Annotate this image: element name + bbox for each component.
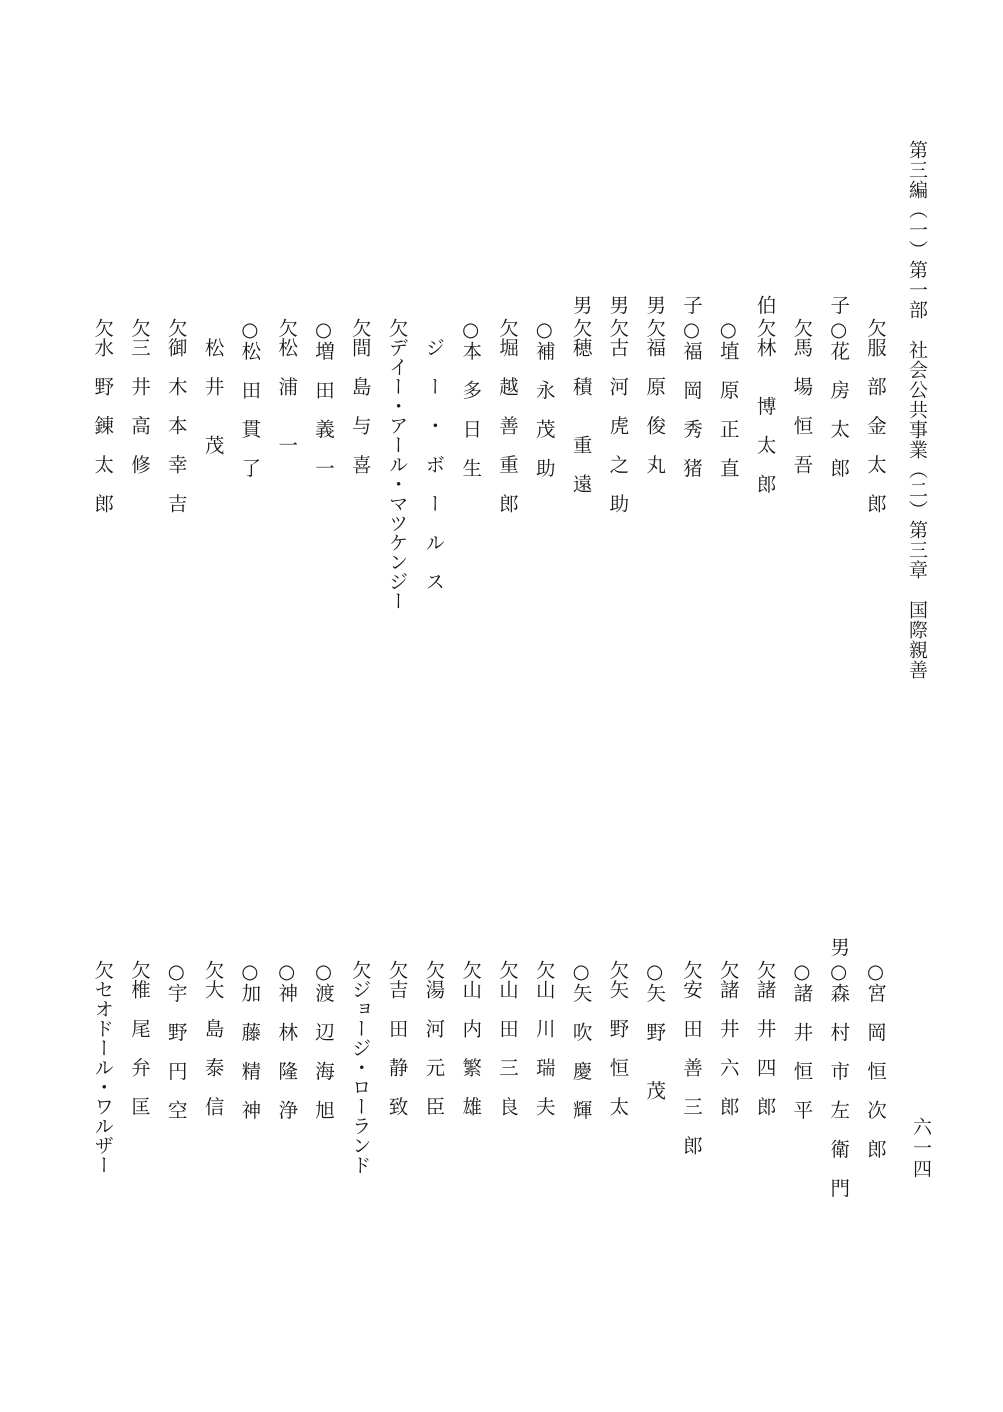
member-entry: 欠山 内 繁 雄 <box>459 960 483 1116</box>
member-entry: 欠馬 場 恒 吾 <box>790 318 814 474</box>
member-entry: 欠山 川 瑞 夫 <box>532 960 556 1116</box>
member-entry: 欠松 浦 一 <box>275 318 299 455</box>
rank-mark: 男 <box>643 295 667 315</box>
member-entry: 欠山 田 三 良 <box>496 960 519 1116</box>
member-entry: ジ ー ・ ボ ー ル ス <box>422 318 446 591</box>
member-entry: 欠三 井 高 修 <box>128 318 151 474</box>
member-entry: ○増 田 義 一 <box>312 318 335 478</box>
member-entry: ○補 永 茂 助 <box>532 318 556 478</box>
member-entry: ○矢 野 茂 <box>643 960 667 1100</box>
member-entry: 欠諸 井 四 郎 <box>753 960 777 1116</box>
member-entry: 欠福 原 俊 丸 <box>643 318 667 474</box>
member-entry: 松 井 茂 <box>201 318 225 455</box>
member-entry: ○森 村 市 左 衛 門 <box>827 960 851 1198</box>
member-entry: ○宇 野 円 空 <box>164 960 188 1120</box>
member-entry: ○諸 井 恒 平 <box>790 960 814 1120</box>
member-entry: 欠堀 越 善 重 郎 <box>496 318 519 513</box>
member-entry: ○宮 岡 恒 次 郎 <box>864 960 887 1159</box>
member-entry: 欠穂 積 重 遠 <box>569 318 593 494</box>
member-entry: ○松 田 貫 了 <box>238 318 262 478</box>
member-entry: 欠服 部 金 太 郎 <box>864 318 887 513</box>
member-entry: 欠大 島 泰 信 <box>201 960 225 1116</box>
rank-mark: 男 <box>606 295 630 315</box>
rank-mark: 伯 <box>753 295 777 315</box>
member-entry: 欠椎 尾 弁 匡 <box>128 960 151 1116</box>
member-entry: 欠安 田 善 三 郎 <box>680 960 703 1155</box>
member-entry: 欠矢 野 恒 太 <box>606 960 630 1116</box>
member-entry: 欠湯 河 元 臣 <box>422 960 446 1116</box>
rank-mark: 子 <box>680 295 703 315</box>
member-entry: ○本 多 日 生 <box>459 318 483 478</box>
member-entry: 欠間 島 与 喜 <box>348 318 372 474</box>
member-entry: 欠林 博 太 郎 <box>753 318 777 494</box>
page-number: 六一四 <box>910 1117 932 1180</box>
rank-mark: 子 <box>827 295 851 315</box>
rank-mark: 男 <box>827 937 851 957</box>
member-entry: 欠デイー・アール・マツケンジー <box>385 318 409 611</box>
member-entry: 欠御 木 本 幸 吉 <box>164 318 188 513</box>
rank-mark: 男 <box>569 295 593 315</box>
member-entry: 欠諸 井 六 郎 <box>716 960 740 1116</box>
member-entry: 欠セオドール・ワルザー <box>91 960 115 1175</box>
member-entry: ○埴 原 正 直 <box>716 318 740 478</box>
member-entry: ○加 藤 精 神 <box>238 960 262 1120</box>
member-entry: 欠古 河 虎 之 助 <box>606 318 630 513</box>
member-entry: 欠水 野 錬 太 郎 <box>91 318 115 513</box>
member-entry: 欠吉 田 静 致 <box>385 960 409 1116</box>
member-entry: ○渡 辺 海 旭 <box>312 960 335 1120</box>
member-entry: ○福 岡 秀 猪 <box>680 318 703 478</box>
member-entry: ○神 林 隆 浄 <box>275 960 299 1120</box>
member-entry: ○矢 吹 慶 輝 <box>569 960 593 1120</box>
member-entry: 欠ジョージ・ローランド <box>348 960 372 1175</box>
running-head: 第三編（一）第一部 社会公共事業（二）第三章 国際親善 <box>906 140 928 680</box>
member-entry: ○花 房 太 郎 <box>827 318 851 478</box>
